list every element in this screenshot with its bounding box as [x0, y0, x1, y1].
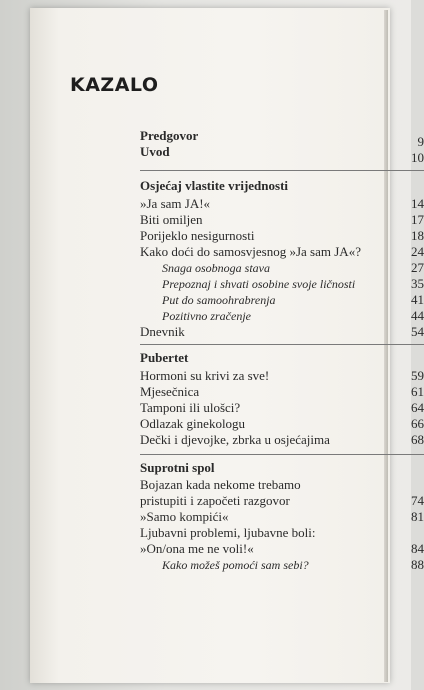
page-title: KAZALO	[70, 74, 159, 96]
toc-page: 64	[411, 400, 424, 415]
toc-row	[140, 244, 424, 260]
toc-entry: »On/ona me ne voli!«	[140, 541, 254, 556]
toc-entry: Uvod	[140, 144, 170, 159]
toc-row	[140, 292, 424, 308]
toc-row	[140, 557, 424, 573]
toc-entry: Bojazan kada nekome trebamo	[140, 477, 301, 492]
toc-page: 54	[411, 324, 424, 339]
toc-row	[140, 525, 424, 541]
toc-page: 81	[411, 509, 424, 524]
toc-row	[140, 228, 424, 244]
toc-page: 27	[411, 260, 424, 275]
toc-entry: Biti omiljen	[140, 212, 203, 227]
toc-row	[140, 144, 424, 165]
toc-page: 35	[411, 276, 424, 291]
section-divider	[140, 170, 424, 171]
toc-page: 41	[411, 292, 424, 307]
toc-entry: Odlazak ginekologu	[140, 416, 246, 431]
toc-entry: Osjećaj vlastite vrijednosti	[140, 178, 289, 193]
toc-page: 44	[411, 308, 424, 323]
toc-page: 17	[411, 212, 424, 227]
toc-entry: Ljubavni problemi, ljubavne boli:	[140, 525, 316, 540]
toc-row	[140, 477, 424, 493]
toc-entry: Predgovor	[140, 128, 199, 143]
toc-page: 68	[411, 432, 424, 447]
toc-entry: Porijeklo nesigurnosti	[140, 228, 255, 243]
toc-row	[140, 324, 424, 340]
page-edge	[384, 10, 388, 682]
toc-row	[140, 493, 424, 509]
toc-entry: Pubertet	[140, 350, 189, 365]
toc-entry: Prepoznaj i shvati osobine svoje ličnosti	[162, 277, 356, 291]
toc-row	[140, 308, 424, 324]
section-divider	[140, 454, 424, 455]
toc-entry: Suprotni spol	[140, 460, 215, 475]
toc-entry: »Ja sam JA!«	[140, 196, 211, 211]
toc-entry: Pozitivno zračenje	[162, 309, 251, 323]
section-heading	[140, 350, 424, 366]
toc-page: 10	[411, 150, 424, 165]
toc-entry: Tamponi ili ulošci?	[140, 400, 241, 415]
toc-entry: pristupiti i započeti razgovor	[140, 493, 290, 508]
toc-entry: Dnevnik	[140, 324, 185, 339]
toc-page: 9	[417, 134, 424, 149]
section-divider	[140, 344, 424, 345]
toc-page: 88	[411, 557, 424, 572]
toc-row	[140, 260, 424, 276]
toc-page: 18	[411, 228, 424, 243]
toc-row	[140, 416, 424, 432]
toc-row	[140, 509, 424, 525]
toc-entry: Dečki i djevojke, zbrka u osjećajima	[140, 432, 330, 447]
toc-row	[140, 212, 424, 228]
toc-page: 59	[411, 368, 424, 383]
toc-entry: Kako doći do samosvjesnog »Ja sam JA«?	[140, 244, 361, 259]
toc-page: 84	[411, 541, 424, 556]
toc-row	[140, 128, 424, 149]
toc-page: 61	[411, 384, 424, 399]
toc-row	[140, 276, 424, 292]
book-page	[30, 8, 390, 683]
toc-row	[140, 400, 424, 416]
toc-row	[140, 196, 424, 212]
toc-entry: Put do samoohrabrenja	[162, 293, 276, 307]
toc-page: 74	[411, 493, 424, 508]
toc-page: 14	[411, 196, 424, 211]
toc-page: 24	[411, 244, 424, 259]
toc-entry: »Samo kompići«	[140, 509, 229, 524]
toc-entry: Hormoni su krivi za sve!	[140, 368, 270, 383]
toc-page: 66	[411, 416, 424, 431]
toc-row	[140, 368, 424, 384]
toc-entry: Kako možeš pomoći sam sebi?	[162, 558, 309, 572]
toc-entry: Mjesečnica	[140, 384, 200, 399]
toc-row	[140, 541, 424, 557]
section-heading	[140, 178, 424, 194]
toc-entry: Snaga osobnoga stava	[162, 261, 270, 275]
toc-row	[140, 432, 424, 448]
toc-row	[140, 384, 424, 400]
section-heading	[140, 460, 424, 476]
